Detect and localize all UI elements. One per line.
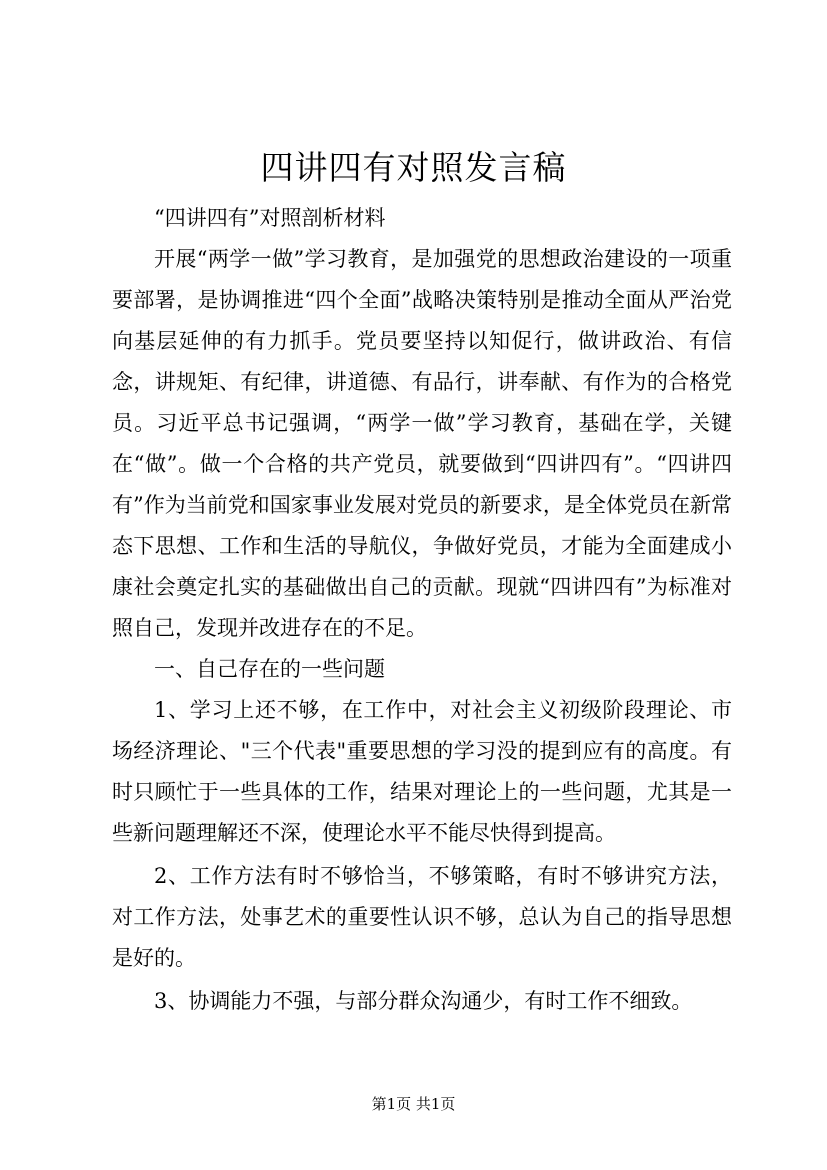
paragraph-subtitle: “四讲四有”对照剖析材料 [154,206,386,230]
paragraph-item-2: 2、工作方法有时不够恰当，不够策略，有时不够讲究方法，对工作方法，处事艺术的重要性认识不够，总认为自己的指导思想是好的。 [112,864,732,970]
paragraph-section-heading: 一、自己存在的一些问题 [154,657,385,681]
document-title: 四讲四有对照发言稿 [260,148,567,187]
page-footer: 第1页 共1页 [371,1095,456,1113]
paragraph-item-3: 3、协调能力不强，与部分群众沟通少，有时工作不细致。 [154,989,693,1013]
paragraph-intro: 开展“两学一做”学习教育，是加强党的思想政治建设的一项重要部署，是协调推进“四个全面”战略决策特别是推动全面从严治党向基层延伸的有力抓手。党员要坚持以知促行，做讲政治、有信念，讲规矩、有纪律，讲道德、有品行，讲奉献、有作为的合格党员。习近平总书记强调，“两学一做”学习教育，基础在学，关键在“做”。做一个合格的共产党员，就要做到“四讲四有”。“四讲四有”作为当前党和国家事业发展对党员的新要求，是全体党员在新常态下思想、工作和生活的导航仪，争做好党员，才能为全面建成小康社会奠定扎实的基础做出自己的贡献。现就“四讲四有”为标准对照自己，发现并改进存在的不足。 [112,247,732,640]
paragraph-item-1: 1、学习上还不够，在工作中，对社会主义初级阶段理论、市场经济理论、"三个代表"重要思想的学习没的提到应有的高度。有时只顾忙于一些具体的工作，结果对理论上的一些问题，尤其是一些新问题理解还不深，使理论水平不能尽快得到提高。 [112,698,732,845]
document-body [112,198,732,1022]
